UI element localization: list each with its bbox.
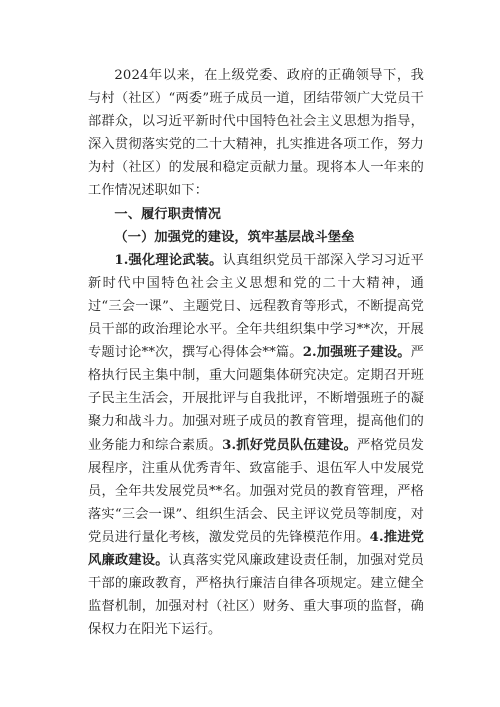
section-heading: 一、履行职责情况 — [114, 206, 222, 222]
item-1-title: 1.强化理论武装。 — [114, 252, 223, 268]
intro-paragraph: 2024年以来，在上级党委、政府的正确领导下，我与村（社区）“两委”班子成员一道，团结带领广大党员干部群众，以习近平新时代中国特色社会主义思想为指导，深入贯彻落实党的二十大精神，扎实推进各项工作，努力为村（社区）的发展和稳定贡献力量。现将本人一年来的工作情况述职如下： — [88, 68, 424, 199]
item-1-body: 认真组织党员干部深入学习习近平新时代中国特色社会主义思想和党的二十大精神，通过“三会一课”、主题党日、远程教育等形式，不断提高党员干部的政治理论水平。全年共组织集中学习**次，开展专题讨论**次，撰写心得体会**篇。 — [88, 252, 424, 361]
item-3-title: 3.抓好党员队伍建设。 — [222, 437, 358, 453]
document-page — [88, 64, 424, 641]
subsection-heading: （一）加强党的建设，筑牢基层战斗堡垒 — [114, 229, 355, 245]
work-items-paragraph — [88, 249, 424, 642]
item-2-title: 2.加强班子建设。 — [302, 345, 411, 361]
item-2-body: 严格执行民主集中制，重大问题集体研究决定。定期召开班子民主生活会，开展批评与自我批评，不断增强班子的凝聚力和战斗力。加强对班子成员的教育管理，提高他们的业务能力和综合素质。 — [88, 345, 424, 453]
item-3-body: 严格党员发展程序，注重从优秀青年、致富能手、退伍军人中发展党员，全年共发展党员**名。加强对党员的教育管理，严格落实“三会一课”、组织生活会、民主评议党员等制度，对党员进行量化考核，激发党员的先锋模范作用。 — [88, 437, 425, 545]
item-4-title: 4.推进党风廉政建设。 — [88, 529, 424, 568]
item-4-body: 认真落实党风廉政建设责任制，加强对党员干部的廉政教育，严格执行廉洁自律各项规定。建立健全监督机制，加强对村（社区）财务、重大事项的监督，确保权力在阳光下运行。 — [88, 552, 424, 638]
